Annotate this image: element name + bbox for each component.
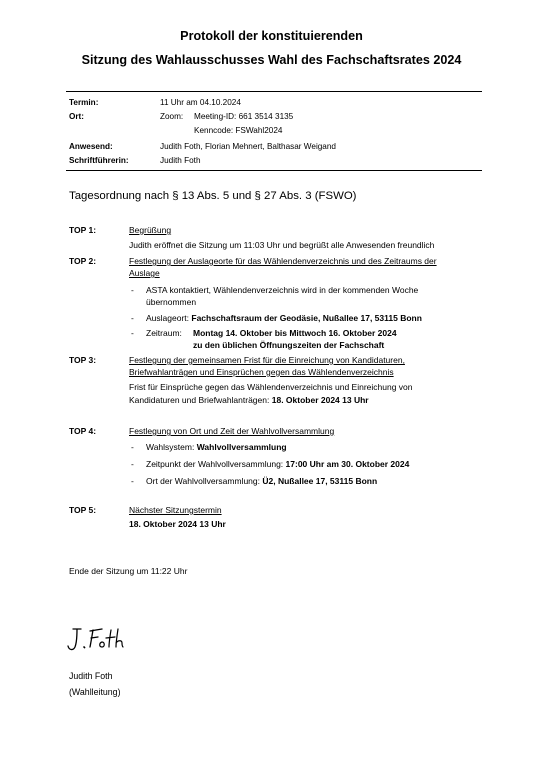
closing-text: Ende der Sitzung um 11:22 Uhr bbox=[69, 566, 188, 576]
top3-text-line-1: Frist für Einsprüche gegen das Wählendenverzeichnis und Einreichung von bbox=[129, 382, 413, 392]
schriftfuehrerin-label: Schriftführerin: bbox=[69, 156, 129, 165]
top4-label: TOP 4: bbox=[69, 426, 97, 436]
top3-title-line-2: Briefwahlanträgen und Einsprüchen gegen das Wählendenverzeichnis bbox=[129, 367, 394, 377]
zeitpunkt-value: 17:00 Uhr am 30. Oktober 2024 bbox=[285, 459, 410, 469]
anwesend-value: Judith Foth, Florian Mehnert, Balthasar Weigand bbox=[160, 142, 336, 151]
top3-text-line-2 bbox=[129, 395, 369, 406]
wahlsystem-value: Wahlvollversammlung bbox=[196, 442, 287, 452]
ort-kenncode: Kenncode: FSWahl2024 bbox=[194, 126, 283, 135]
top3-text-line-2-plain: Kandidaturen und Briefwahlanträgen: bbox=[129, 395, 270, 405]
top3-deadline: 18. Oktober 2024 13 Uhr bbox=[271, 395, 369, 405]
top4-bullet-1 bbox=[146, 442, 287, 453]
top2-bullet-1-line-2: übernommen bbox=[146, 297, 197, 307]
top5-label: TOP 5: bbox=[69, 505, 97, 515]
top3-label: TOP 3: bbox=[69, 355, 97, 365]
top1-text: Judith eröffnet die Sitzung um 11:03 Uhr und begrüßt alle Anwesenden freundlich bbox=[129, 240, 435, 250]
ort-meeting-id: Meeting-ID: 661 3514 3135 bbox=[194, 112, 294, 121]
zeitpunkt-label: Zeitpunkt der Wahlvollversammlung: bbox=[146, 459, 284, 469]
ort-label: Ort: bbox=[69, 112, 85, 121]
top4-bullet-2 bbox=[146, 459, 409, 470]
top4-bullet-3-dash: - bbox=[131, 476, 134, 486]
agenda-heading: Tagesordnung nach § 13 Abs. 5 und § 27 Abs. 3 (FSWO) bbox=[69, 190, 357, 202]
document-title-line-2: Sitzung des Wahlausschusses Wahl des Fachschaftsrates 2024 bbox=[81, 53, 462, 67]
top4-title: Festlegung von Ort und Zeit der Wahlvollversammlung bbox=[129, 426, 335, 436]
top2-title-line-1: Festlegung der Auslageorte für das Wählendenverzeichnis und des Zeitraums der bbox=[129, 256, 437, 266]
schriftfuehrerin-value: Judith Foth bbox=[160, 156, 201, 165]
auslageort-value: Fachschaftsraum der Geodäsie, Nußallee 17, 53115 Bonn bbox=[191, 313, 422, 323]
top2-bullet-3-dash: - bbox=[131, 328, 134, 338]
termin-label: Termin: bbox=[69, 98, 99, 107]
signatory-name: Judith Foth bbox=[69, 671, 113, 681]
zeitraum-value-line-2: zu den üblichen Öffnungszeiten der Fachschaft bbox=[193, 340, 385, 350]
signatory-role: (Wahlleitung) bbox=[69, 687, 121, 697]
top1-title: Begrüßung bbox=[129, 225, 172, 235]
wvv-ort-value: Ü2, Nußallee 17, 53115 Bonn bbox=[262, 476, 378, 486]
top3-title-line-1: Festlegung der gemeinsamen Frist für die Einreichung von Kandidaturen, bbox=[129, 355, 405, 365]
zeitraum-label: Zeitraum: bbox=[146, 328, 182, 338]
termin-value: 11 Uhr am 04.10.2024 bbox=[160, 98, 241, 107]
auslageort-label: Auslageort: bbox=[146, 313, 189, 323]
zeitraum-value-line-1: Montag 14. Oktober bis Mittwoch 16. Oktober 2024 bbox=[193, 328, 397, 338]
top2-bullet-1-dash: - bbox=[131, 285, 134, 295]
header-rule-top bbox=[66, 91, 482, 92]
top4-bullet-3 bbox=[146, 476, 377, 487]
top2-bullet-1-line-1: ASTA kontaktiert, Wählendenverzeichnis wird in der kommenden Woche bbox=[146, 285, 419, 295]
wvv-ort-label: Ort der Wahlvollversammlung: bbox=[146, 476, 260, 486]
top2-title-line-2: Auslage bbox=[129, 268, 160, 278]
top1-label: TOP 1: bbox=[69, 225, 97, 235]
top5-value: 18. Oktober 2024 13 Uhr bbox=[129, 519, 226, 529]
top2-bullet-2-dash: - bbox=[131, 313, 134, 323]
document-title-line-1: Protokoll der konstituierenden bbox=[180, 29, 363, 43]
top4-bullet-2-dash: - bbox=[131, 459, 134, 469]
top2-label: TOP 2: bbox=[69, 256, 97, 266]
wahlsystem-label: Wahlsystem: bbox=[146, 442, 195, 452]
header-rule-bottom bbox=[66, 170, 482, 171]
top5-title: Nächster Sitzungstermin bbox=[129, 505, 222, 515]
top4-bullet-1-dash: - bbox=[131, 442, 134, 452]
top2-bullet-2 bbox=[146, 313, 422, 324]
handwritten-signature bbox=[64, 626, 136, 652]
ort-zoom: Zoom: bbox=[160, 112, 184, 121]
anwesend-label: Anwesend: bbox=[69, 142, 113, 151]
